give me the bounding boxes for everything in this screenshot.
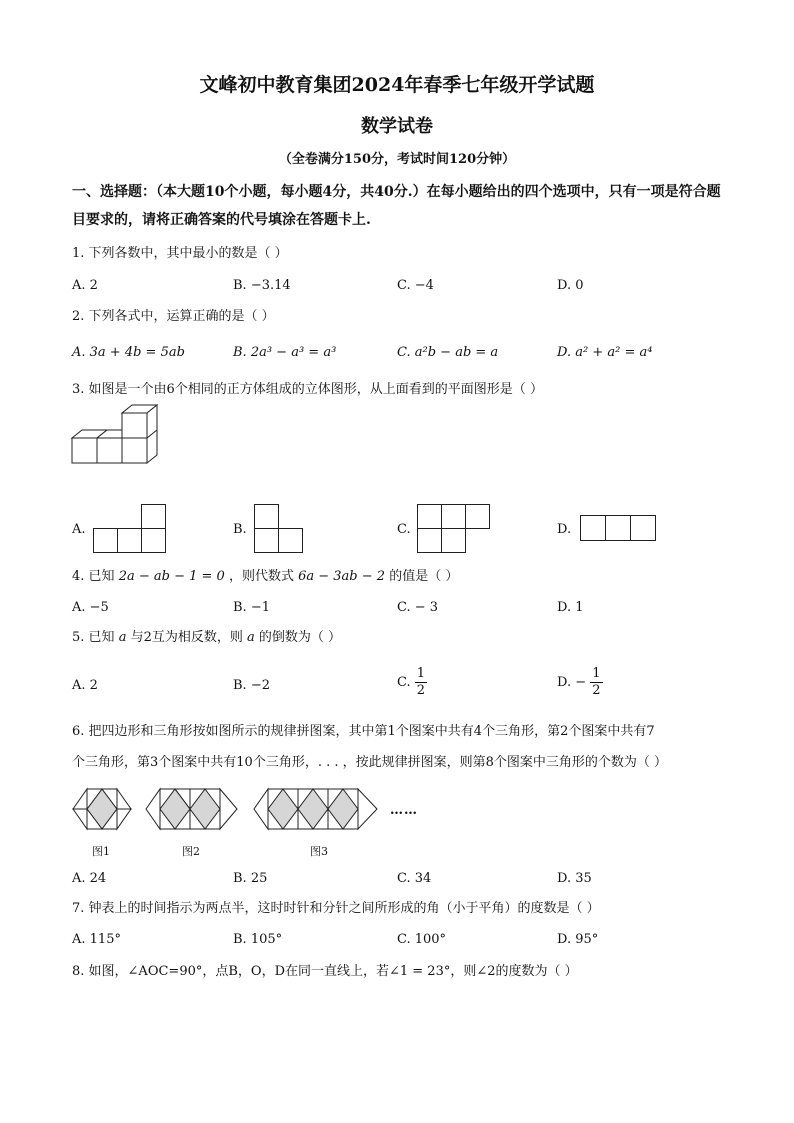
question-7-option-a: A. 115°: [72, 932, 121, 947]
question-4-expr-1: 2a − ab − 1 = 0: [118, 569, 225, 584]
question-3-option-d: D.: [557, 522, 572, 537]
pattern-caption-2: 图2: [182, 845, 200, 858]
question-5-option-c: [397, 666, 427, 699]
question-4-option-d: D. 1: [557, 600, 584, 615]
question-4-option-b: B. −1: [233, 600, 270, 615]
pattern-figure-3: [253, 787, 381, 837]
question-4-expr-2: 6a − 3ab − 2: [298, 569, 386, 584]
question-5-option-c-fraction: [415, 666, 427, 699]
question-2-option-c: C. a²b − ab = a: [397, 345, 499, 360]
question-5-option-d: [557, 666, 603, 699]
question-5-stem-post: 的倒数为（ ）: [258, 630, 342, 645]
fraction-numerator: 1: [592, 666, 601, 681]
question-5-option-d-fraction: [590, 666, 602, 699]
question-4-stem: [72, 567, 458, 587]
fraction-denominator: 2: [592, 683, 601, 698]
pattern-figure-2: [145, 787, 241, 837]
question-5-option-c-label: C.: [397, 675, 411, 690]
fraction-numerator: 1: [416, 666, 426, 681]
question-2-option-b: B. 2a³ − a³ = a³: [233, 345, 337, 360]
question-6-stem-line-2: 个三角形，第3个图案中共有10个三角形，. . . ，按此规律拼图案，则第8个图案中三角形的个数为（ ）: [72, 755, 668, 770]
exam-note: （全卷满分150分，考试时间120分钟）: [278, 152, 516, 167]
question-3-option-b: B.: [233, 522, 247, 537]
exam-subtitle: 数学试卷: [361, 116, 433, 137]
question-6-option-c: C. 34: [397, 871, 432, 886]
pattern-figure-1: [72, 787, 134, 837]
exam-title: 文峰初中教育集团2024年春季七年级开学试题: [199, 74, 595, 96]
question-5-option-d-label: D. −: [557, 675, 587, 690]
question-7-option-c: C. 100°: [397, 932, 447, 947]
question-1-option-d: D. 0: [557, 278, 584, 293]
question-5-stem-mid: 与2互为相反数，则: [130, 630, 243, 645]
question-5-option-a: A. 2: [72, 678, 98, 693]
question-4-stem-pre: 4. 已知: [72, 569, 115, 584]
question-6-stem-line-1: 6. 把四边形和三角形按如图所示的规律拼图案，其中第1个图案中共有4个三角形，第2个图案中共有7: [72, 724, 655, 739]
question-3-option-c: C.: [397, 522, 411, 537]
pattern-caption-1: 图1: [92, 845, 110, 858]
question-5-var: a: [118, 630, 127, 645]
option-a-figure: [93, 503, 167, 554]
option-d-figure: [580, 515, 658, 542]
question-7-stem: 7. 钟表上的时间指示为两点半，这时时针和分针之间所形成的角（小于平角）的度数是（ ）: [72, 901, 600, 916]
question-2-option-a: A. 3a + 4b = 5ab: [72, 345, 185, 360]
pattern-caption-3: 图3: [310, 845, 328, 858]
question-6-option-a: A. 24: [72, 871, 107, 886]
question-7-option-b: B. 105°: [233, 932, 283, 947]
question-8-stem: 8. 如图，∠AOC=90°，点B，O，D在同一直线上，若∠1 = 23°，则∠2的度数为（ ）: [72, 964, 578, 979]
question-1-option-a: A. 2: [72, 278, 98, 293]
question-3-stem: 3. 如图是一个由6个相同的正方体组成的立体图形，从上面看到的平面图形是（ ）: [72, 382, 543, 397]
question-5-stem-pre: 5. 已知: [72, 630, 115, 645]
option-c-figure: [417, 503, 491, 554]
question-4-stem-post: 的值是（ ）: [389, 569, 459, 584]
question-1-option-b: B. −3.14: [233, 278, 291, 293]
question-4-stem-mid: ，则代数式: [228, 569, 294, 584]
question-6-option-d: D. 35: [557, 871, 592, 886]
question-4-option-a: A. −5: [72, 600, 109, 615]
question-7-option-d: D. 95°: [557, 932, 599, 947]
question-4-option-c: C. − 3: [397, 600, 439, 615]
question-2-option-d: D. a² + a² = a⁴: [557, 345, 653, 360]
pattern-ellipsis: ……: [390, 803, 418, 818]
question-5-var-2: a: [247, 630, 255, 645]
option-b-figure: [254, 503, 305, 554]
question-2-stem: 2. 下列各式中，运算正确的是（ ）: [72, 309, 275, 324]
question-1-stem: 1. 下列各数中，其中最小的数是（ ）: [72, 246, 288, 261]
question-5-option-b: B. −2: [233, 678, 270, 693]
cube-solid-figure: [70, 400, 160, 470]
question-1-option-c: C. −4: [397, 278, 434, 293]
question-6-option-b: B. 25: [233, 871, 268, 886]
fraction-denominator: 2: [416, 683, 426, 698]
section-intro: 一、选择题：（本大题10个小题，每小题4分，共40分.）在每小题给出的四个选项中，只有一项是符合题目要求的，请将正确答案的代号填涂在答题卡上.: [72, 184, 721, 228]
question-3-option-a: A.: [72, 522, 86, 537]
question-5-stem: [72, 628, 341, 648]
